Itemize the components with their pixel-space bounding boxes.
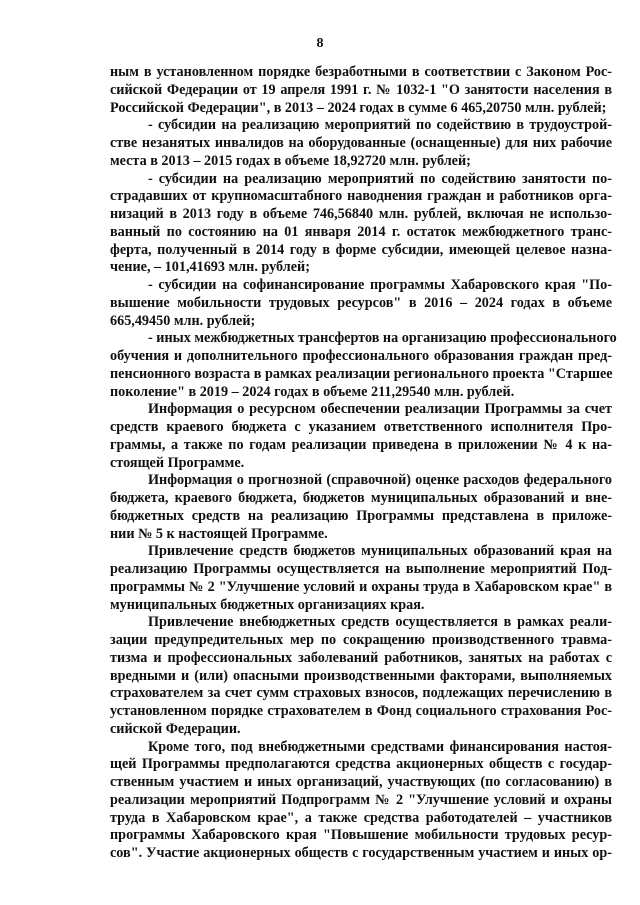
text-line: граммы, а также по годам реализации приведена в приложении № 4 к на- xyxy=(110,436,612,453)
text-line: щей Программы предполагаются средства акционерных обществ с государ- xyxy=(110,756,612,773)
text-line: Информация о прогнозной (справочной) оценке расходов федерального xyxy=(148,472,612,489)
text-line: тизма и профессиональных заболеваний работников, занятых на работах с xyxy=(110,649,612,666)
text-line: зации предупредительных мер по сокращению производственного травма- xyxy=(110,632,612,648)
text-line: ванный по состоянию на 01 января 2014 г. остаток межбюджетного транс- xyxy=(110,223,612,240)
text-line: Привлечение внебюджетных средств осуществляется в рамках реали- xyxy=(148,614,612,631)
text-line: обучения и дополнительного профессионального образования граждан пред- xyxy=(110,348,612,364)
text-line: реализацию Программы осуществляется на выполнение мероприятий Под- xyxy=(110,561,612,577)
text-line: Информация о ресурсном обеспечении реализации Программы за счет xyxy=(148,401,612,418)
text-line: чение, – 101,41693 млн. рублей; xyxy=(110,259,310,276)
page-number: 8 xyxy=(316,36,324,51)
text-line: - субсидии на софинансирование программы Хабаровского края "По- xyxy=(148,277,612,293)
text-line: низаций в 2013 году в объеме 746,56840 млн. рублей, включая не использо- xyxy=(110,206,612,222)
text-line: программы № 2 "Улучшение условий и охраны труда в Хабаровском крае" в xyxy=(110,578,612,595)
text-line: страдавших от крупномасштабного наводнения граждан и работников орга- xyxy=(110,188,612,205)
text-line: - субсидии на реализацию мероприятий по содействию занятости по- xyxy=(148,170,612,187)
text-line: Привлечение средств бюджетов муниципальных образований края на xyxy=(148,543,612,560)
document-body-text xyxy=(110,64,617,863)
text-line: труда в Хабаровском крае", а также средства работодателей – участников xyxy=(110,809,612,826)
text-line: места в 2013 – 2015 годах в объеме 18,92720 млн. рублей; xyxy=(110,152,471,169)
text-line: программы Хабаровского края "Повышение мобильности трудовых ресур- xyxy=(110,827,612,844)
text-line: стве незанятых инвалидов на оборудованные (оснащенные) для них рабочие xyxy=(110,135,612,151)
text-line: Российской Федерации", в 2013 – 2024 годах в сумме 6 465,20750 млн. рублей; xyxy=(110,99,607,116)
text-line: ферта, полученный в 2014 году в форме субсидии, имеющей целевое назна- xyxy=(110,241,612,258)
text-line: бюджета, краевого бюджета, бюджетов муниципальных образований и вне- xyxy=(110,490,612,506)
text-line: пенсионного возраста в рамках реализации регионального проекта "Старшее xyxy=(110,365,613,382)
text-line: стоящей Программе. xyxy=(110,454,245,471)
text-line: реализации мероприятий Подпрограмм № 2 "Улучшение условий и охраны xyxy=(110,791,612,808)
text-line: 665,49450 млн. рублей; xyxy=(110,312,256,329)
text-line: средств краевого бюджета с указанием ответственного исполнителя Про- xyxy=(110,419,612,435)
text-line: сийской Федерации. xyxy=(110,720,241,737)
text-line: нии № 5 к настоящей Программе. xyxy=(110,525,328,542)
text-line: - иных межбюджетных трансфертов на организацию профессионального xyxy=(148,330,617,347)
text-line: ным в установленном порядке безработными в соответствии с Законом Рос- xyxy=(110,64,612,80)
text-line: сов". Участие акционерных обществ с государственным участием и иных ор- xyxy=(110,845,612,861)
text-line: Кроме того, под внебюджетными средствами финансирования настоя- xyxy=(148,738,612,755)
text-line: поколение" в 2019 – 2024 годах в объеме 211,29540 млн. рублей. xyxy=(110,383,515,400)
text-line: вредными и (или) опасными производственными факторами, выполняемых xyxy=(110,667,612,684)
text-line: - субсидии на реализацию мероприятий по содействию в трудоустрой- xyxy=(148,117,612,134)
text-line: установленном порядке страхователем в Фонд социального страхования Рос- xyxy=(110,703,612,719)
text-line: бюджетных средств на реализацию Программы представлена в приложе- xyxy=(110,507,612,524)
text-line: муниципальных бюджетных организациях края. xyxy=(110,596,425,613)
text-line: ственным участием и иных организаций, участвующих (по согласованию) в xyxy=(110,774,612,790)
text-line: страхователем за счет сумм страховых взносов, подлежащих перечислению в xyxy=(110,685,612,702)
text-line: вышение мобильности трудовых ресурсов" в 2016 – 2024 годах в объеме xyxy=(110,294,612,311)
text-line: сийской Федерации от 19 апреля 1991 г. № 1032-1 "О занятости населения в xyxy=(110,81,612,98)
